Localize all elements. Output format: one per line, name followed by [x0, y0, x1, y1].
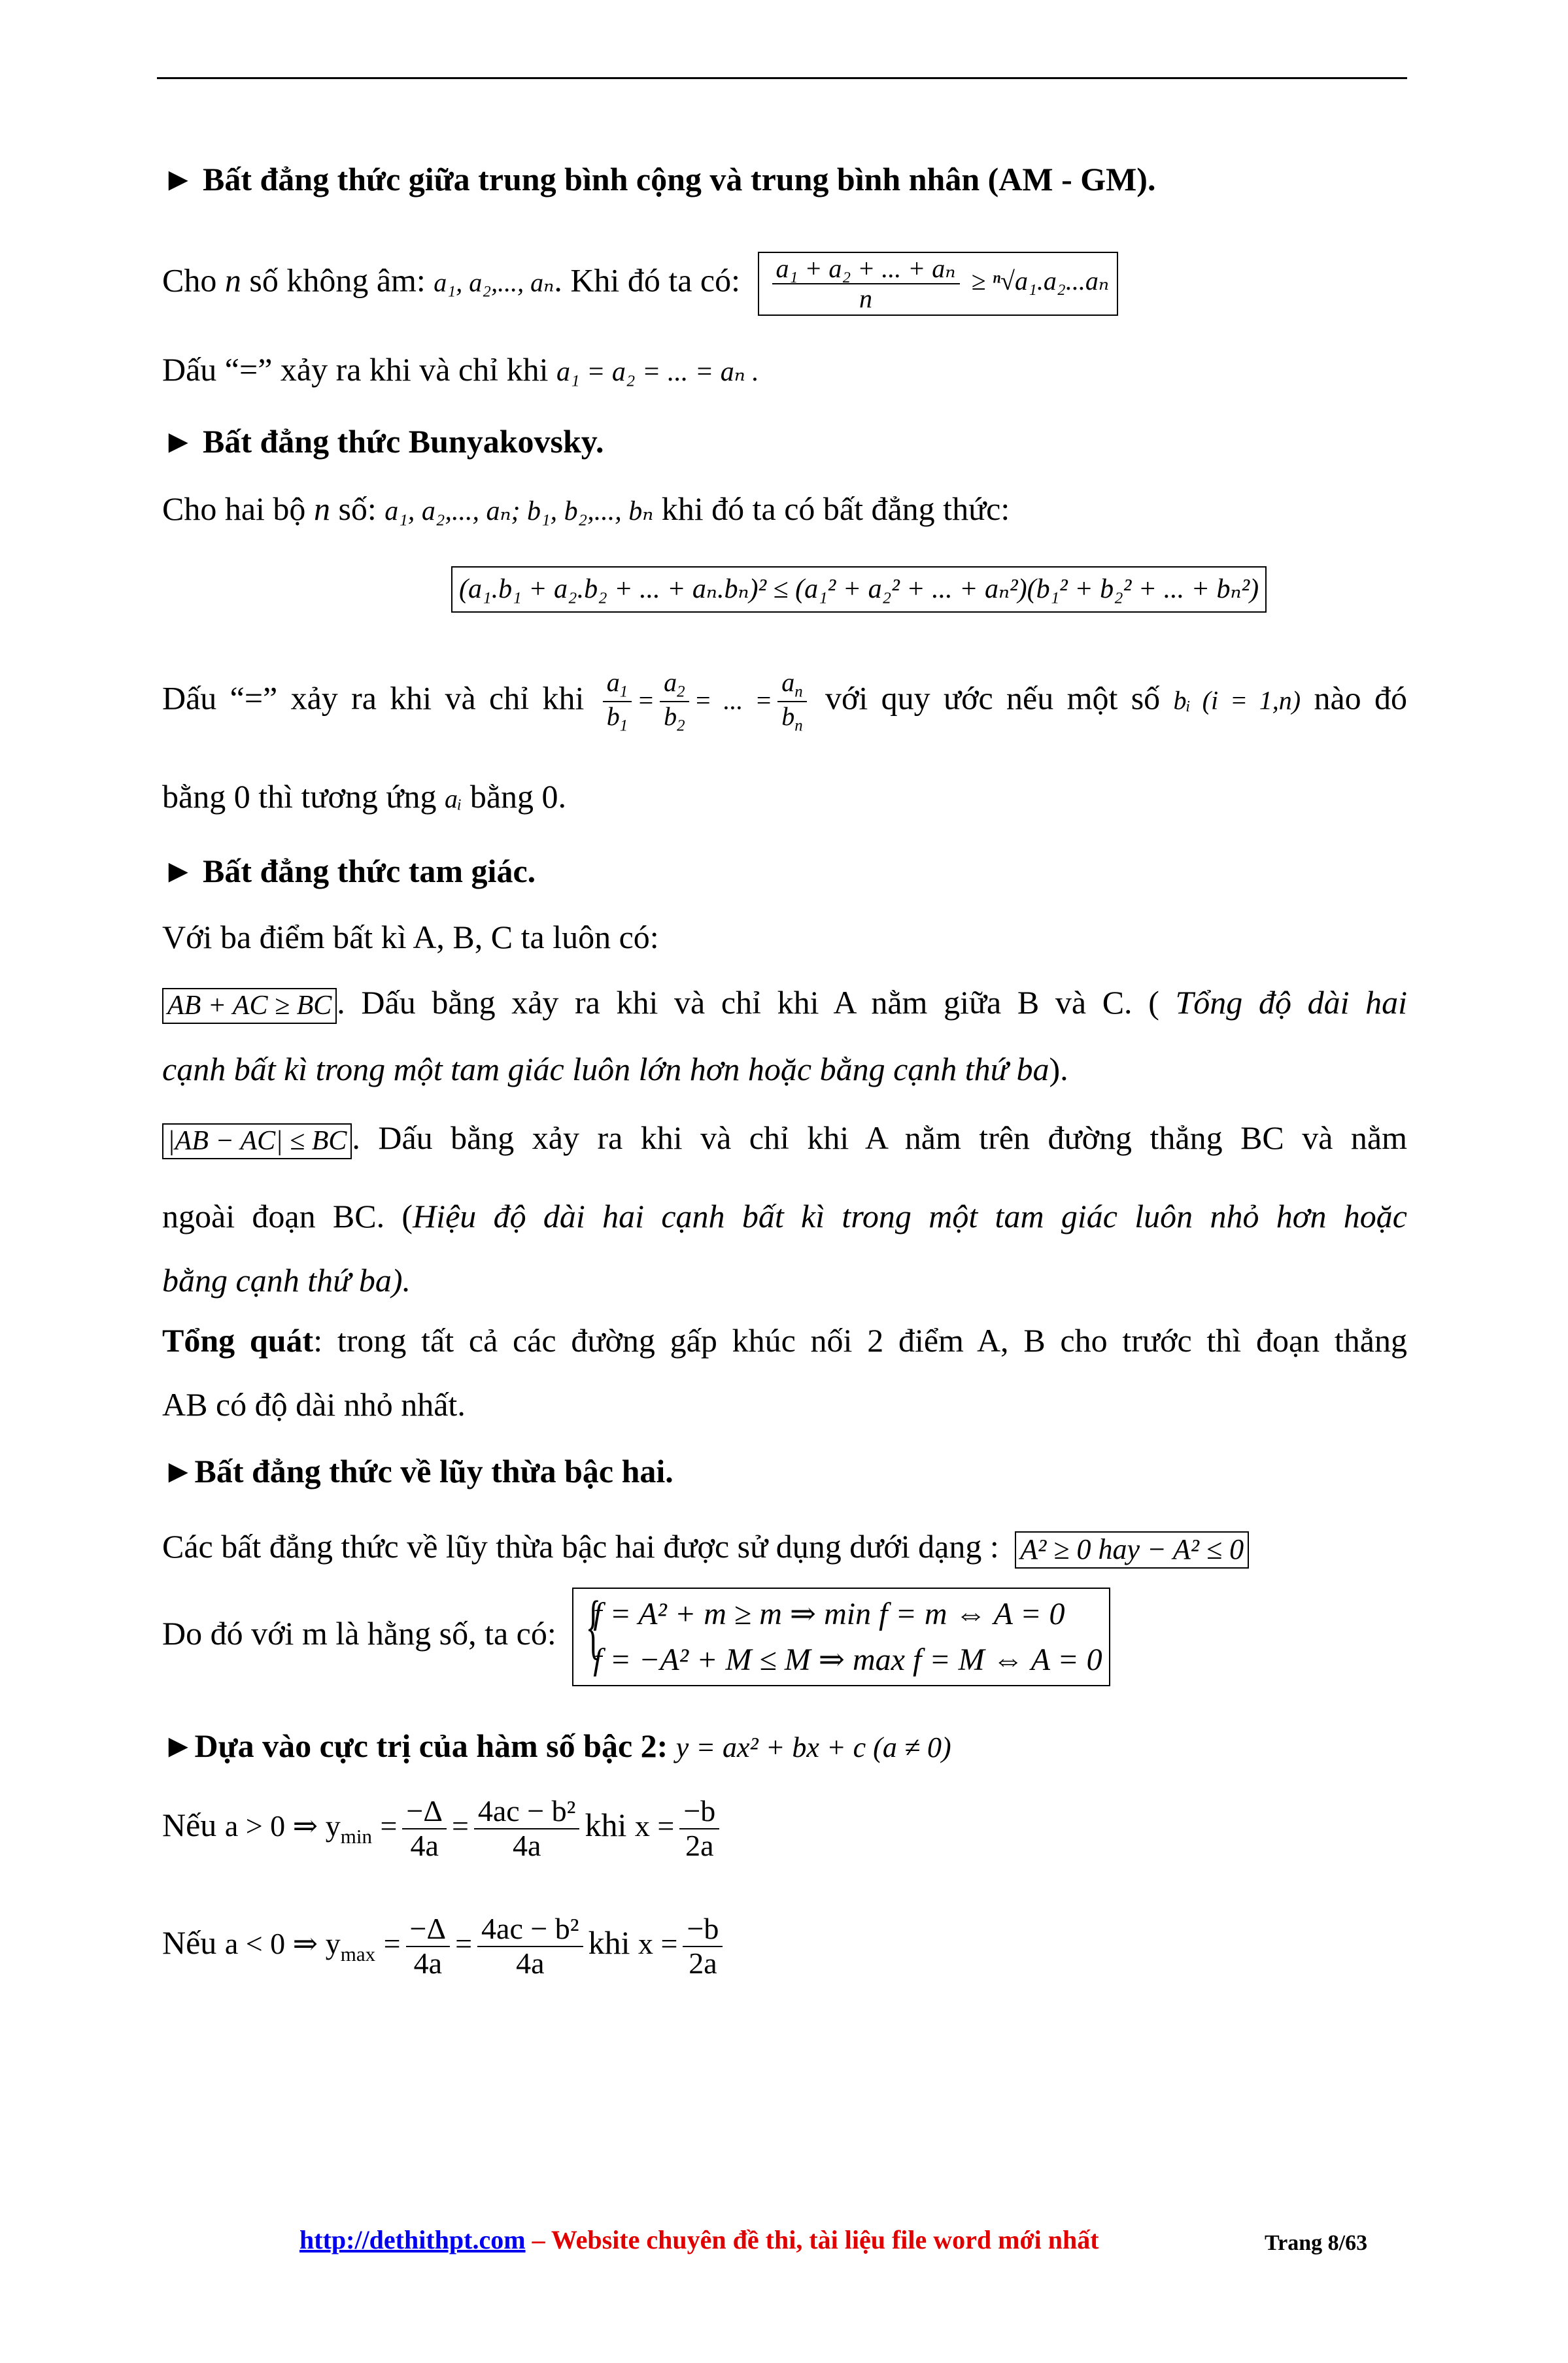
brace-glyph: {	[585, 1586, 602, 1666]
bunyakovsky-zero-note: bằng 0 thì tương ứng aᵢ bằng 0.	[162, 778, 567, 815]
quadratic-case-min: Nếu a > 0 ⇒ $y_{min}$ = $\frac{-\Delta}{4a}$ = $\frac{\text{4ac − b²}}{4a}$ khi x = $\frac{-b}{2a}$	[162, 1795, 724, 1862]
triangle-note1: cạnh bất kì trong một tam giác luôn lớn hơn hoặc bằng cạnh thứ ba).	[162, 1051, 1068, 1087]
page-number: Trang 8/63	[1265, 2231, 1368, 2255]
amgm-sequence: a₁, a₂,..., aₙ	[434, 267, 554, 298]
triangle-note2-end: bằng cạnh thứ ba).	[162, 1262, 411, 1299]
footer-link[interactable]: http://dethithpt.com	[299, 2225, 526, 2254]
footer	[299, 2224, 1099, 2255]
triangle-ineq2-line: |AB − AC| ≤ BC . Dấu bằng xảy ra khi và chỉ khi A nằm trên đường thẳng BC và nằm	[162, 1118, 1407, 1159]
square-system-line: Do đó với m là hằng số, ta có: { f = A² + m ≥ m ⇒ min f = m ⇔ A = 0 f = −A² + M ≤ M ⇒ max f = M ⇔ A = 0	[162, 1588, 1110, 1686]
bunyakovsky-equality: Dấu “=” xảy ra khi và chỉ khi $\frac{a_1}{b_1}$ = $\frac{a_2}{b_2}$ = ... = $\frac{a_n}{b_n}$ với quy ước nếu một số bᵢ (i = 1,n) nào đó	[162, 668, 1408, 735]
footer-text: – Website chuyên đề thi, tài liệu file word mới nhất	[525, 2225, 1099, 2254]
amgm-title: ► Bất đẳng thức giữa trung bình cộng và trung bình nhân (AM - GM).	[162, 161, 1156, 197]
triangle-ineq1-line: AB + AC ≥ BC . Dấu bằng xảy ra khi và chỉ khi A nằm giữa B và C. ( Tổng độ dài hai	[162, 983, 1407, 1024]
triangle-title: ► Bất đẳng thức tam giác.	[162, 853, 536, 889]
quadratic-case-max: Nếu a < 0 ⇒ $y_{max}$ = $\frac{-\Delta}{4a}$ = $\frac{\text{4ac − b²}}{4a}$ khi x = $\frac{-b}{2a}$	[162, 1912, 728, 1980]
amgm-formula-box: $\frac{\text{a₁ + a₂ + ... + aₙ}}{n}$ ≥ ⁿ√a₁.a₂...aₙ	[758, 252, 1119, 316]
amgm-intro: Cho n số không âm: a₁, a₂,..., aₙ. Khi đó ta có: $\frac{\text{a₁ + a₂ + ... + aₙ}}{n}$ ≥ ⁿ√a₁.a₂...aₙ	[162, 252, 1118, 316]
header-rule	[157, 77, 1407, 79]
square-title: ►Bất đẳng thức về lũy thừa bậc hai.	[162, 1453, 673, 1489]
triangle-note2: ngoài đoạn BC. (Hiệu độ dài hai cạnh bất kì trong một tam giác luôn nhỏ hơn hoặc	[162, 1198, 1407, 1234]
quadratic-title-line: ►Dựa vào cực trị của hàm số bậc 2: y = ax² + bx + c (a ≠ 0)	[162, 1727, 951, 1764]
triangle-ineq2: |AB − AC| ≤ BC	[162, 1123, 352, 1159]
triangle-ineq1: AB + AC ≥ BC	[162, 988, 337, 1023]
triangle-general-end: AB có độ dài nhỏ nhất.	[162, 1386, 466, 1423]
bunyakovsky-formula: (a₁.b₁ + a₂.b₂ + ... + aₙ.bₙ)² ≤ (a₁² + a₂² + ... + aₙ²)(b₁² + b₂² + ... + bₙ²)	[451, 566, 1267, 613]
triangle-intro: Với ba điểm bất kì A, B, C ta luôn có:	[162, 919, 659, 955]
triangle-general: Tổng quát: trong tất cả các đường gấp khúc nối 2 điểm A, B cho trước thì đoạn thẳng	[162, 1322, 1407, 1359]
square-system: { f = A² + m ≥ m ⇒ min f = m ⇔ A = 0 f = −A² + M ≤ M ⇒ max f = M ⇔ A = 0	[572, 1588, 1110, 1686]
square-form-line: Các bất đẳng thức về lũy thừa bậc hai được sử dụng dưới dạng : A² ≥ 0 hay − A² ≤ 0	[162, 1527, 1249, 1569]
bunyakovsky-intro: Cho hai bộ n số: a₁, a₂,..., aₙ; b₁, b₂,..., bₙ khi đó ta có bất đẳng thức:	[162, 490, 1010, 527]
bunyakovsky-title: ► Bất đẳng thức Bunyakovsky.	[162, 423, 604, 460]
amgm-equality: Dấu “=” xảy ra khi và chỉ khi a₁ = a₂ = ... = aₙ .	[162, 351, 759, 388]
square-form: A² ≥ 0 hay − A² ≤ 0	[1015, 1531, 1249, 1569]
